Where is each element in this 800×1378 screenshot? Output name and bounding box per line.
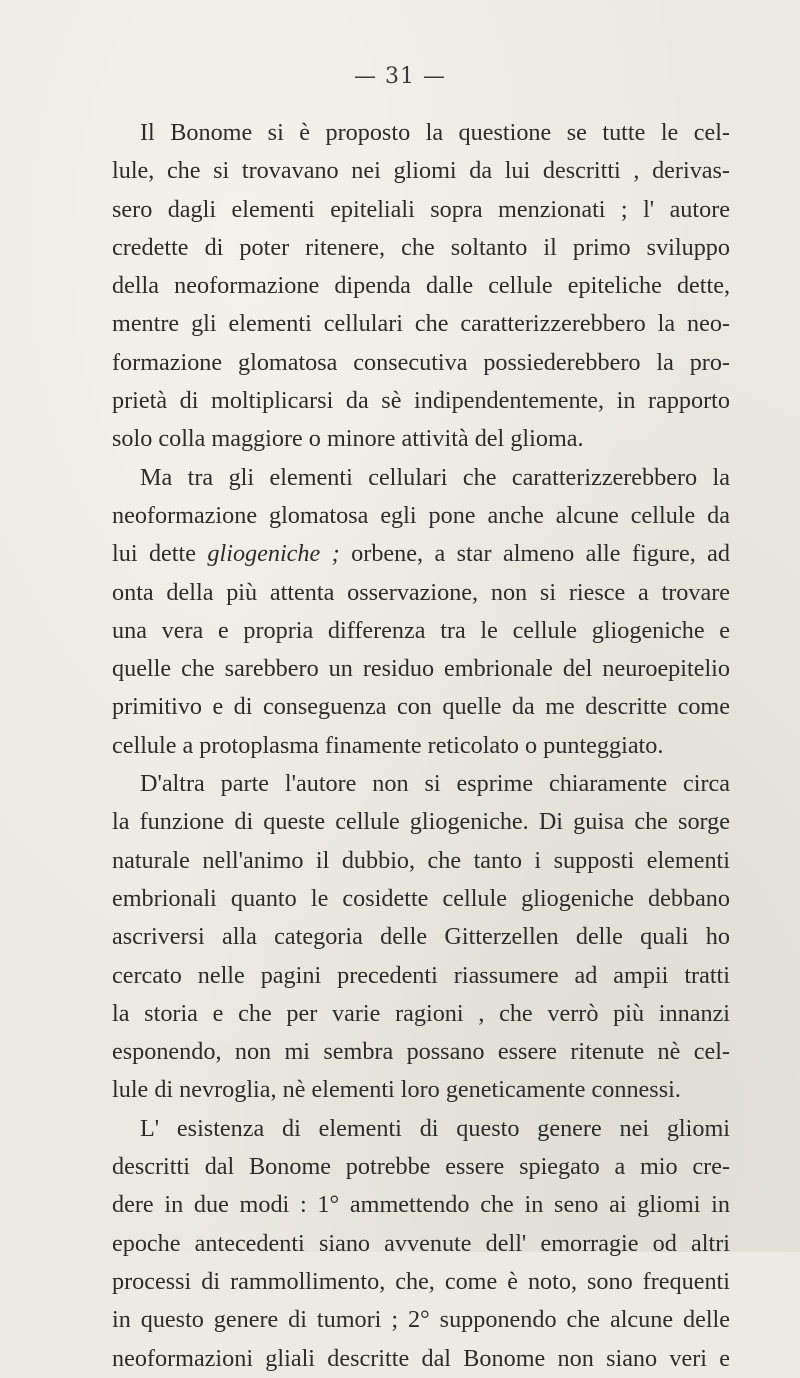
text-line: D'altra parte l'autore non si esprime chiaramente circa [140,770,730,798]
text-line: prietà di moltiplicarsi da sè indipendentemente, in rapporto [112,387,730,415]
text-line-mixed [84,535,730,573]
text-line: onta della più attenta osservazione, non si riesce a trovare [112,578,730,606]
text-line: quelle che sarebbero un residuo embrionale del neuroepitelio [112,655,730,683]
text-line: dere in due modi : 1° ammettendo che in seno ai gliomi in [112,1191,730,1219]
paragraph-1 [84,114,730,459]
text-line: descritti dal Bonome potrebbe essere spiegato a mio cre- [112,1153,730,1181]
text-line: neoformazioni gliali descritte dal Bonome non siano veri e [112,1344,730,1372]
text-line: naturale nell'animo il dubbio, che tanto i supposti elementi [112,846,730,874]
text-line: embrionali quanto le cosidette cellule gliogeniche debbano [112,884,730,912]
text-line: ascriversi alla categoria delle Gitterzellen delle quali ho [112,923,730,951]
text-line: mentre gli elementi cellulari che caratterizzerebbero la neo- [112,310,730,338]
text-line: solo colla maggiore o minore attività del glioma. [112,425,584,453]
text-line: cercato nelle pagini precedenti riassumere ad ampii tratti [112,961,730,989]
body-text [84,114,730,1378]
text-line: la storia e che per varie ragioni , che verrò più innanzi [112,999,730,1027]
text-line: la funzione di queste cellule gliogeniche. Di guisa che sorge [112,808,730,836]
text-line: primitivo e di conseguenza con quelle da me descritte come [112,693,730,721]
text-run: lui dette [112,540,208,568]
text-line: epoche antecedenti siano avvenute dell' emorragie od altri [112,1229,730,1257]
text-line: L' esistenza di elementi di questo genere nei gliomi [140,1114,730,1142]
paragraph-3 [84,765,730,1110]
italic-term: gliogeniche ; [207,540,340,568]
text-line: lule di nevroglia, nè elementi loro geneticamente connessi. [112,1076,681,1104]
paragraph-4 [84,1110,730,1378]
paragraph-2 [84,459,730,765]
text-line: sero dagli elementi epiteliali sopra menzionati ; l' autore [112,195,730,223]
text-run: orbene, a star almeno alle figure, ad [339,540,730,568]
text-line: credette di poter ritenere, che soltanto il primo sviluppo [112,233,730,261]
text-line: una vera e propria differenza tra le cellule gliogeniche e [112,616,730,644]
page-number-header: — 31 — [354,64,446,89]
text-line: lule, che si trovavano nei gliomi da lui descritti , derivas- [112,157,730,185]
text-line: neoformazione glomatosa egli pone anche alcune cellule da [112,501,730,529]
text-line: della neoformazione dipenda dalle cellule epiteliche dette, [112,272,730,300]
text-line: cellule a protoplasma finamente reticolato o punteggiato. [112,731,664,759]
text-line: in questo genere di tumori ; 2° supponendo che alcune delle [112,1306,730,1334]
text-line: Il Bonome si è proposto la questione se tutte le cel- [140,119,730,146]
text-line: Ma tra gli elementi cellulari che caratterizzerebbero la [140,463,730,491]
text-line: formazione glomatosa consecutiva possiederebbero la pro- [112,348,730,376]
text-line: esponendo, non mi sembra possano essere ritenute nè cel- [112,1038,730,1066]
text-line: processi di rammollimento, che, come è noto, sono frequenti [112,1267,730,1295]
